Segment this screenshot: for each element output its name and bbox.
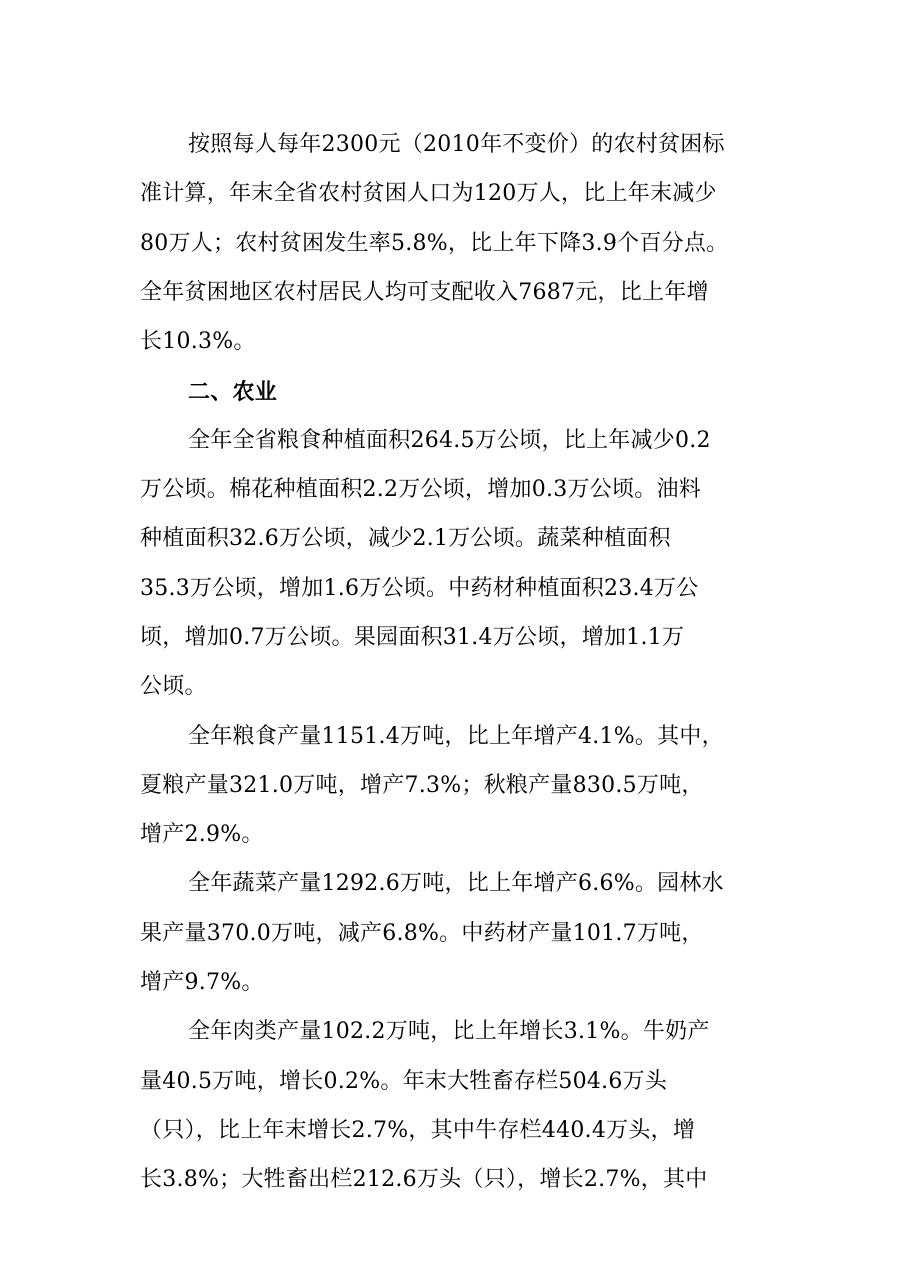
paragraph-vegetable-output-line: 果产量370.0万吨，减产6.8%。中药材产量101.7万吨， (140, 921, 704, 946)
paragraph-livestock-line: （只），比上年末增长2.7%，其中牛存栏440.4万头，增 (140, 1118, 696, 1143)
section-heading-agriculture: 二、农业 (188, 379, 278, 405)
paragraph-planting-area-line: 万公顷。棉花种植面积2.2万公顷，增加0.3万公顷。油料 (140, 477, 701, 502)
paragraph-grain-output-line: 全年粮食产量1151.4万吨，比上年增产4.1%。其中， (188, 724, 724, 749)
paragraph-planting-area-line: 35.3万公顷，增加1.6万公顷。中药材种植面积23.4万公 (140, 576, 699, 601)
paragraph-poverty-line: 80万人；农村贫困发生率5.8%，比上年下降3.9个百分点。 (140, 231, 729, 256)
paragraph-planting-area-line: 顷，增加0.7万公顷。果园面积31.4万公顷，增加1.1万 (140, 625, 685, 650)
paragraph-livestock-line: 量40.5万吨，增长0.2%。年末大牲畜存栏504.6万头 (140, 1069, 668, 1094)
paragraph-grain-output-line: 夏粮产量321.0万吨，增产7.3%；秋粮产量830.5万吨， (140, 773, 704, 798)
paragraph-poverty-line: 长10.3%。 (140, 329, 256, 354)
paragraph-vegetable-output-line: 全年蔬菜产量1292.6万吨，比上年增产6.6%。园林水 (188, 871, 724, 896)
paragraph-poverty-line: 按照每人每年2300元（2010年不变价）的农村贫困标 (188, 132, 725, 157)
paragraph-grain-output-line: 增产2.9%。 (140, 822, 264, 847)
paragraph-poverty-line: 准计算，年末全省农村贫困人口为120万人，比上年末减少 (140, 181, 717, 206)
paragraph-planting-area-line: 种植面积32.6万公顷，减少2.1万公顷。蔬菜种植面积 (140, 526, 671, 551)
paragraph-vegetable-output-line: 增产9.7%。 (140, 970, 264, 995)
paragraph-livestock-line: 长3.8%；大牲畜出栏212.6万头（只），增长2.7%，其中 (140, 1167, 708, 1192)
paragraph-poverty-line: 全年贫困地区农村居民人均可支配收入7687元，比上年增 (140, 280, 709, 305)
paragraph-livestock-line: 全年肉类产量102.2万吨，比上年增长3.1%。牛奶产 (188, 1019, 710, 1044)
paragraph-planting-area-line: 公顷。 (140, 674, 207, 699)
paragraph-planting-area-line: 全年全省粮食种植面积264.5万公顷，比上年减少0.2 (188, 428, 711, 453)
